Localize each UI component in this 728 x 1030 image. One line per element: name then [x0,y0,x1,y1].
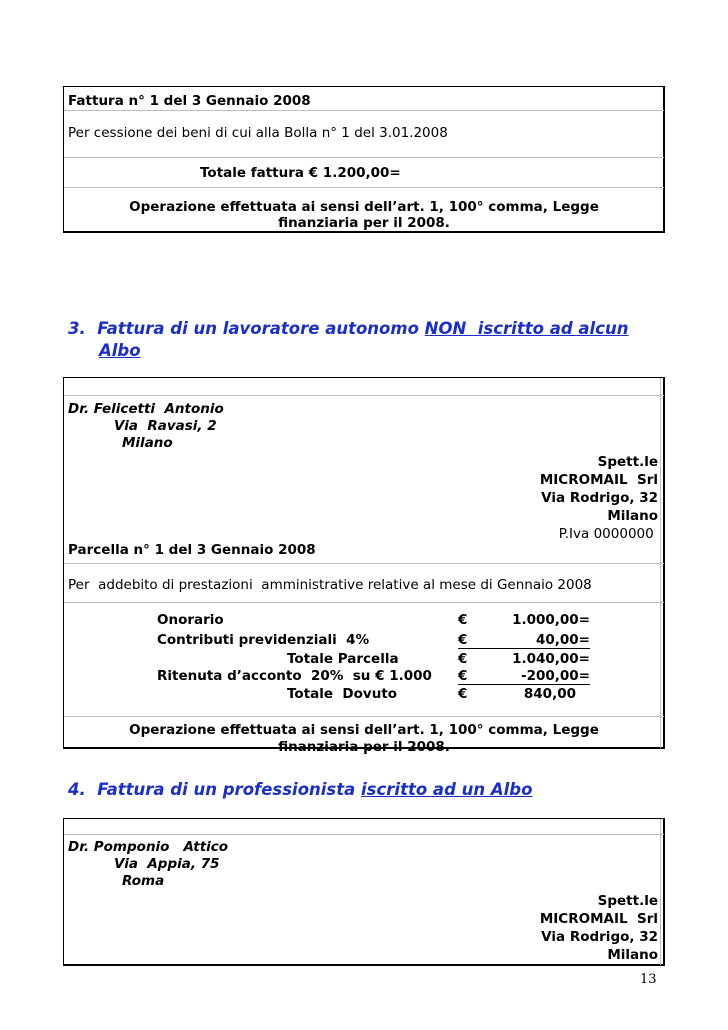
box2-sender-city: Milano [122,435,173,451]
box2-row-label: Totale Dovuto [287,686,398,702]
box2-divider [64,563,664,564]
box2-recipient-vat: P.Iva 0000000 [558,526,658,542]
box1-description: Per cessione dei beni di cui alla Bolla n° 1 del 3.01.2008 [68,125,448,141]
box3-divider-vertical [660,819,661,965]
box2-row-currency: € [458,612,468,628]
box1-note-line1: Operazione effettuata ai sensi dell’art. 1, 100° comma, Legge [129,199,599,215]
box2-divider [64,716,664,717]
page-number: 13 [640,972,657,987]
section-3-heading [68,318,628,340]
box3-recipient-line: Spett.le [597,893,658,909]
box2-divider [64,602,664,603]
section-3-title-underlined: NON iscritto ad alcun [424,319,629,338]
box3-recipient-line: Via Rodrigo, 32 [541,929,658,945]
box3-recipient-line: Milano [607,947,658,963]
box2-row-label: Ritenuta d’acconto 20% su € 1.000 [157,668,432,684]
box1-total: Totale fattura € 1.200,00= [200,165,401,181]
box1-divider [64,157,664,158]
box2-recipient-line: Via Rodrigo, 32 [541,490,658,506]
box3-sender-name: Dr. Pomponio Attico [68,839,229,855]
box2-row-currency: € [458,686,468,702]
box1-invoice-title: Fattura n° 1 del 3 Gennaio 2008 [68,93,311,109]
box2-row-amount: 840,00 [523,686,576,702]
box3-sender-city: Roma [122,873,165,889]
box2-note-line2: finanziaria per il 2008. [278,739,450,755]
box2-recipient-line: MICROMAIL Srl [539,472,658,488]
section-4-title-underlined: iscritto ad un Albo [361,780,533,799]
section-3-number: 3. [68,319,86,338]
section-4-title: Fattura di un professionista [97,780,362,799]
box2-note-line1: Operazione effettuata ai sensi dell’art. 1, 100° comma, Legge [129,722,599,738]
box3-divider [64,834,664,835]
box2-recipient-line: Milano [607,508,658,524]
box3-sender-street: Via Appia, 75 [114,856,220,872]
box2-row-underline [458,648,590,649]
box1-divider [64,110,664,111]
box2-sender-name: Dr. Felicetti Antonio [68,401,224,417]
box2-row-label: Onorario [157,612,224,628]
box2-row-amount: -200,00= [520,668,590,684]
box2-row-currency: € [458,632,468,648]
section-4-heading [68,779,532,801]
box2-row-label: Contributi previdenziali 4% [157,632,370,648]
box2-row-amount: 1.040,00= [512,651,590,667]
box2-divider [64,395,664,396]
box2-row-currency: € [458,668,468,684]
box2-divider-vertical [660,378,661,748]
section-3-title-underlined-2: Albo [99,341,141,360]
box1-note-line2: finanziaria per il 2008. [278,215,450,231]
section-3-title: Fattura di un lavoratore autonomo [97,319,425,338]
box2-row-currency: € [458,651,468,667]
box1-divider [64,187,664,188]
box3-recipient-line: MICROMAIL Srl [539,911,658,927]
box2-recipient-line: Spett.le [597,454,658,470]
box2-row-label: Totale Parcella [287,651,399,667]
box2-sender-street: Via Ravasi, 2 [114,418,217,434]
box2-invoice-title: Parcella n° 1 del 3 Gennaio 2008 [68,542,316,558]
box2-row-amount: 1.000,00= [512,612,590,628]
box2-description: Per addebito di prestazioni amministrative relative al mese di Gennaio 2008 [68,577,592,593]
section-4-number: 4. [68,780,86,799]
box2-row-underline [458,684,590,685]
box2-row-amount: 40,00= [535,632,590,648]
